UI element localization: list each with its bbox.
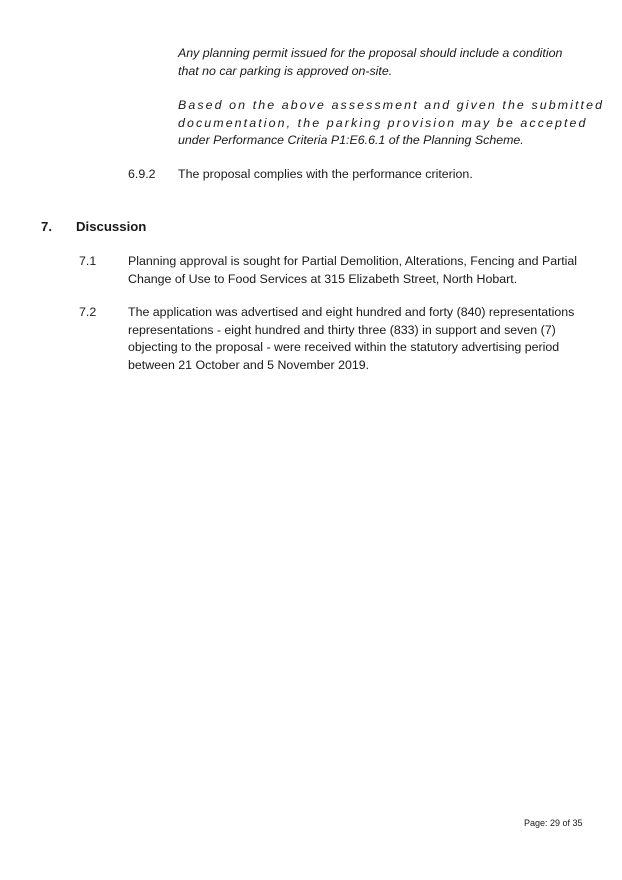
text-line: representations - eight hundred and thirty three (833) in support and seven (7): [128, 322, 556, 337]
text-line: under Performance Criteria P1:E6.6.1 of the Planning Scheme.: [178, 133, 524, 147]
text-line: Based on the above assessment and given the submitted: [178, 98, 605, 112]
text-line: The application was advertised and eight hundred and forty (840) representations: [128, 305, 575, 319]
text-line: Change of Use to Food Services at 315 Elizabeth Street, North Hobart.: [128, 271, 518, 286]
item-number-6-9-2: 6.9.2: [128, 167, 156, 181]
text-line: Planning approval is sought for Partial Demolition, Alterations, Fencing and Partial: [128, 254, 578, 268]
item-text-6-9-2: The proposal complies with the performance criterion.: [178, 167, 473, 181]
paragraph-number-7-1: 7.1: [79, 254, 97, 268]
text-line: documentation, the parking provision may be accepted: [178, 115, 588, 130]
paragraph-7-2: [128, 304, 574, 374]
text-line: Any planning permit issued for the proposal should include a condition: [178, 46, 563, 60]
paragraph-7-1: [128, 253, 577, 288]
section-number: 7.: [41, 219, 52, 234]
text-line: objecting to the proposal - were received within the statutory advertising period: [128, 340, 560, 354]
permit-condition-paragraph: [178, 45, 562, 80]
text-line: between 21 October and 5 November 2019.: [128, 357, 370, 372]
section-title: Discussion: [76, 219, 147, 234]
paragraph-number-7-2: 7.2: [79, 305, 97, 319]
page-number: Page: 29 of 35: [524, 818, 583, 828]
text-line: that no car parking is approved on-site.: [178, 63, 393, 78]
assessment-paragraph: [178, 97, 604, 150]
